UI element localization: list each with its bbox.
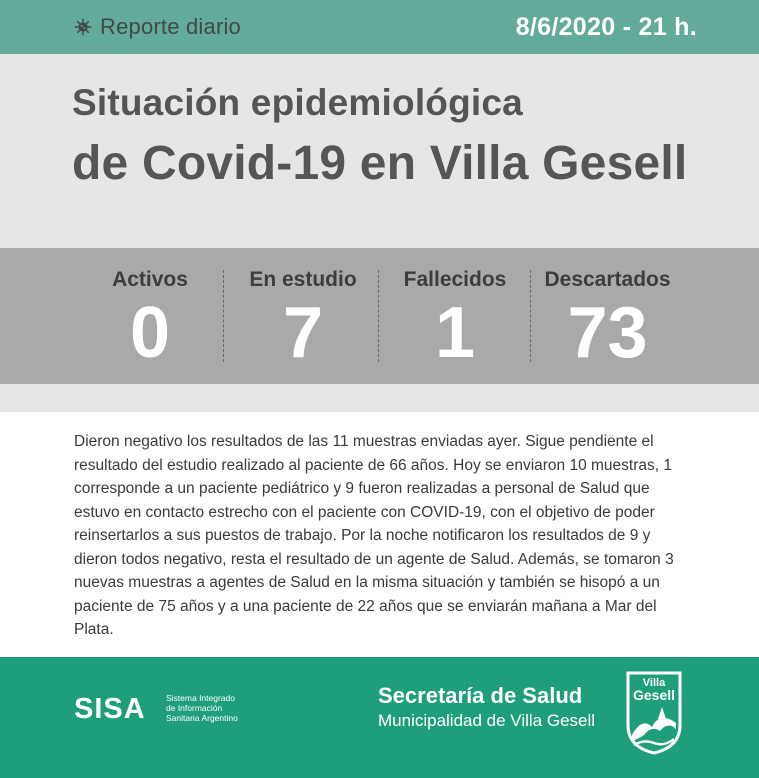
header-left (74, 14, 241, 40)
report-body-text: Dieron negativo los resultados de las 11 muestras enviadas ayer. Sigue pendiente el resultado del estudio realizado al paciente de 66 años. Hoy se enviaron 10 muestras, 1 corresponde a un paciente pediátrico y 9 fueron realizadas a personal de Salud que estuvo en contacto estrecho con el paciente con COVID-19, con el objetivo de poder reinsertarlos a sus puestos de trabajo. Por la noche notificaron los resultados de 9 y dieron todos negativo, resta el resultado de un agente de Salud. Además, se tomaron 3 nuevas muestras a agentes de Salud en la misma situación y también se hisopó a un paciente de 75 años y a una paciente de 22 años que se enviarán mañana a Mar del Plata. (74, 433, 674, 638)
sisa-subtitle-line: Sanitaria Argentino (166, 713, 238, 723)
villa-gesell-logo (622, 669, 686, 755)
title-line-2: de Covid-19 en Villa Gesell (72, 137, 688, 190)
sisa-subtitle-line: de Información (166, 703, 223, 713)
report-date: 8/6/2020 - 21 h. (515, 12, 697, 41)
separator-band (0, 384, 759, 412)
report-label: Reporte diario (100, 14, 241, 39)
stat-label: Activos (112, 268, 188, 291)
municipalidad-subtitle: Municipalidad de Villa Gesell (378, 711, 596, 730)
secretaria-title: Secretaría de Salud (378, 683, 583, 708)
title-line-1: Situación epidemiológica (72, 82, 523, 123)
stat-value: 7 (282, 293, 324, 373)
stat-divider (223, 270, 224, 362)
stat-fallecidos (390, 248, 520, 384)
stat-label: Descartados (544, 268, 671, 291)
sisa-logo (74, 693, 162, 723)
stat-value: 1 (434, 293, 476, 373)
stat-divider (378, 270, 379, 362)
stats-band (0, 248, 759, 384)
stat-en-estudio (235, 248, 371, 384)
sisa-subtitle (166, 693, 238, 723)
sisa-subtitle-line: Sistema Integrado (166, 693, 235, 703)
header-bar (0, 0, 759, 54)
sisa-logo-text: SISA (74, 693, 146, 723)
stat-label: En estudio (249, 268, 357, 291)
virus-icon (74, 18, 92, 36)
footer (0, 657, 759, 778)
stat-divider (530, 270, 531, 362)
vg-logo-line-2: Gesell (632, 687, 676, 703)
stat-value: 0 (129, 293, 171, 373)
stat-activos (90, 248, 210, 384)
stat-descartados (535, 248, 680, 384)
stat-value: 73 (567, 293, 648, 373)
vg-logo-line-1: Villa (642, 677, 666, 689)
stat-label: Fallecidos (403, 268, 507, 291)
title-section (0, 54, 759, 248)
